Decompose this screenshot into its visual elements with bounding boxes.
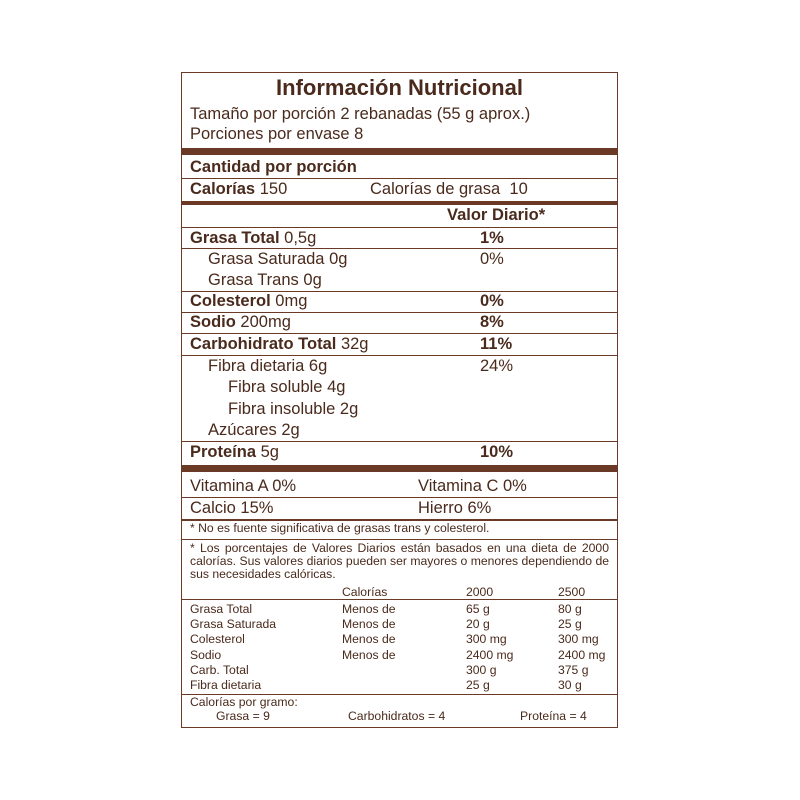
calories-from-fat-label: Calorías de grasa — [370, 180, 501, 198]
reference-cell: Fibra dietaria — [190, 678, 262, 692]
reference-cell: Colesterol — [190, 632, 245, 647]
reference-cell: 375 g — [558, 662, 589, 677]
reference-cell: 25 g — [466, 678, 490, 692]
reference-cell: 25 g — [558, 617, 582, 632]
servings-per-container: Porciones por envase 8 — [190, 125, 364, 143]
divider — [182, 333, 617, 334]
nutrient-amount: 4g — [327, 378, 346, 396]
nutrient-amount: 0g — [329, 250, 348, 268]
reference-cell: Menos de — [342, 632, 396, 647]
daily-value-note: * Los porcentajes de Valores Diarios están basados en una dieta de 2000 calorías. Sus valores diarios pueden ser mayores o menores dependiendo de sus necesidades calóricas. — [190, 541, 609, 581]
calories-row — [190, 181, 287, 198]
trans-fat-note: * No es fuente significativa de grasas trans y colesterol. — [190, 521, 490, 535]
daily-value-header: Valor Diario* — [447, 206, 546, 224]
nutrient-name: Grasa Total — [190, 229, 280, 247]
nutrient-row — [208, 251, 347, 268]
vitamin-a: Vitamina A 0% — [190, 477, 297, 495]
amount-per-serving: Cantidad por porción — [190, 158, 357, 176]
reference-cell: 80 g — [558, 602, 582, 616]
thick-divider — [182, 148, 617, 155]
nutrient-daily-value: 10% — [480, 443, 514, 461]
calcium: Calcio 15% — [190, 499, 274, 517]
calories-per-gram-label: Calorías por gramo: — [190, 695, 298, 709]
reference-cell: 300 mg — [466, 632, 507, 647]
nutrition-facts-label — [181, 72, 618, 728]
divider — [182, 599, 617, 600]
reference-cell: Carb. Total — [190, 662, 249, 677]
divider — [182, 227, 617, 228]
serving-size: Tamaño por porción 2 rebanadas (55 g aprox.) — [190, 105, 531, 123]
medium-divider — [182, 201, 617, 205]
nutrient-name: Fibra soluble — [228, 378, 323, 396]
reference-cell: 300 g — [466, 662, 497, 677]
calories-value: 150 — [259, 180, 288, 198]
divider — [182, 441, 617, 442]
reference-cell: 2400 mg — [558, 647, 606, 662]
vitamin-c: Vitamina C 0% — [418, 477, 527, 495]
reference-cell: 65 g — [466, 602, 490, 616]
nutrient-row — [190, 293, 307, 310]
carbs-per-gram: Carbohidratos = 4 — [348, 709, 446, 723]
nutrient-name: Fibra insoluble — [228, 400, 336, 418]
nutrient-daily-value: 8% — [480, 313, 504, 331]
thick-divider — [182, 465, 617, 472]
reference-cell: 300 mg — [558, 632, 599, 647]
nutrient-name: Colesterol — [190, 292, 271, 310]
fat-per-gram: Grasa = 9 — [216, 709, 270, 723]
iron: Hierro 6% — [418, 499, 492, 517]
nutrient-name: Proteína — [190, 443, 257, 461]
reference-header-cell: 2500 — [558, 585, 586, 599]
reference-cell: 2400 mg — [466, 647, 514, 662]
nutrient-row — [228, 401, 358, 418]
nutrient-amount: 32g — [340, 335, 369, 353]
reference-cell: Menos de — [342, 602, 396, 616]
nutrient-row — [190, 230, 316, 247]
nutrient-daily-value: 11% — [480, 335, 513, 353]
reference-cell: 30 g — [558, 678, 582, 692]
label-title: Información Nutricional — [276, 75, 523, 100]
nutrient-daily-value: 0% — [480, 250, 504, 268]
nutrient-amount: 0mg — [275, 292, 308, 310]
protein-per-gram: Proteína = 4 — [520, 709, 587, 723]
nutrient-row — [190, 336, 368, 353]
divider — [182, 355, 617, 356]
nutrient-amount: 5g — [260, 443, 279, 461]
nutrient-row — [208, 358, 327, 375]
divider — [182, 539, 617, 540]
nutrient-row — [208, 422, 300, 439]
nutrient-name: Grasa Trans — [208, 271, 299, 289]
nutrient-amount: 0g — [303, 271, 322, 289]
divider — [182, 497, 617, 498]
nutrient-daily-value: 1% — [480, 229, 504, 247]
nutrient-name: Fibra dietaria — [208, 357, 305, 375]
nutrient-row — [190, 444, 279, 461]
reference-header-cell: 2000 — [466, 585, 494, 599]
nutrient-amount: 2g — [339, 400, 359, 418]
nutrient-name: Azúcares — [208, 421, 277, 439]
nutrient-amount: 2g — [281, 421, 300, 439]
nutrient-name: Grasa Saturada — [208, 250, 325, 268]
nutrient-amount: 6g — [308, 357, 328, 375]
calories-label: Calorías — [190, 180, 256, 198]
nutrient-amount: 0,5g — [284, 229, 317, 247]
nutrient-row — [208, 272, 322, 289]
nutrient-name: Sodio — [190, 313, 236, 331]
reference-cell: 20 g — [466, 617, 490, 632]
reference-cell: Grasa Total — [190, 602, 253, 616]
nutrient-row — [228, 379, 345, 396]
reference-cell: Sodio — [190, 647, 222, 662]
nutrient-amount: 200mg — [240, 313, 291, 331]
divider — [182, 178, 617, 179]
nutrient-row — [190, 314, 291, 331]
reference-cell: Menos de — [342, 647, 396, 662]
nutrient-daily-value: 24% — [480, 357, 514, 375]
divider — [182, 248, 617, 249]
calories-from-fat-value: 10 — [509, 180, 528, 198]
calories-from-fat — [370, 181, 528, 198]
nutrient-name: Carbohidrato Total — [190, 335, 337, 353]
reference-header-cell: Calorías — [342, 585, 388, 599]
reference-cell: Menos de — [342, 617, 396, 632]
reference-cell: Grasa Saturada — [190, 617, 277, 632]
nutrient-daily-value: 0% — [480, 292, 504, 310]
